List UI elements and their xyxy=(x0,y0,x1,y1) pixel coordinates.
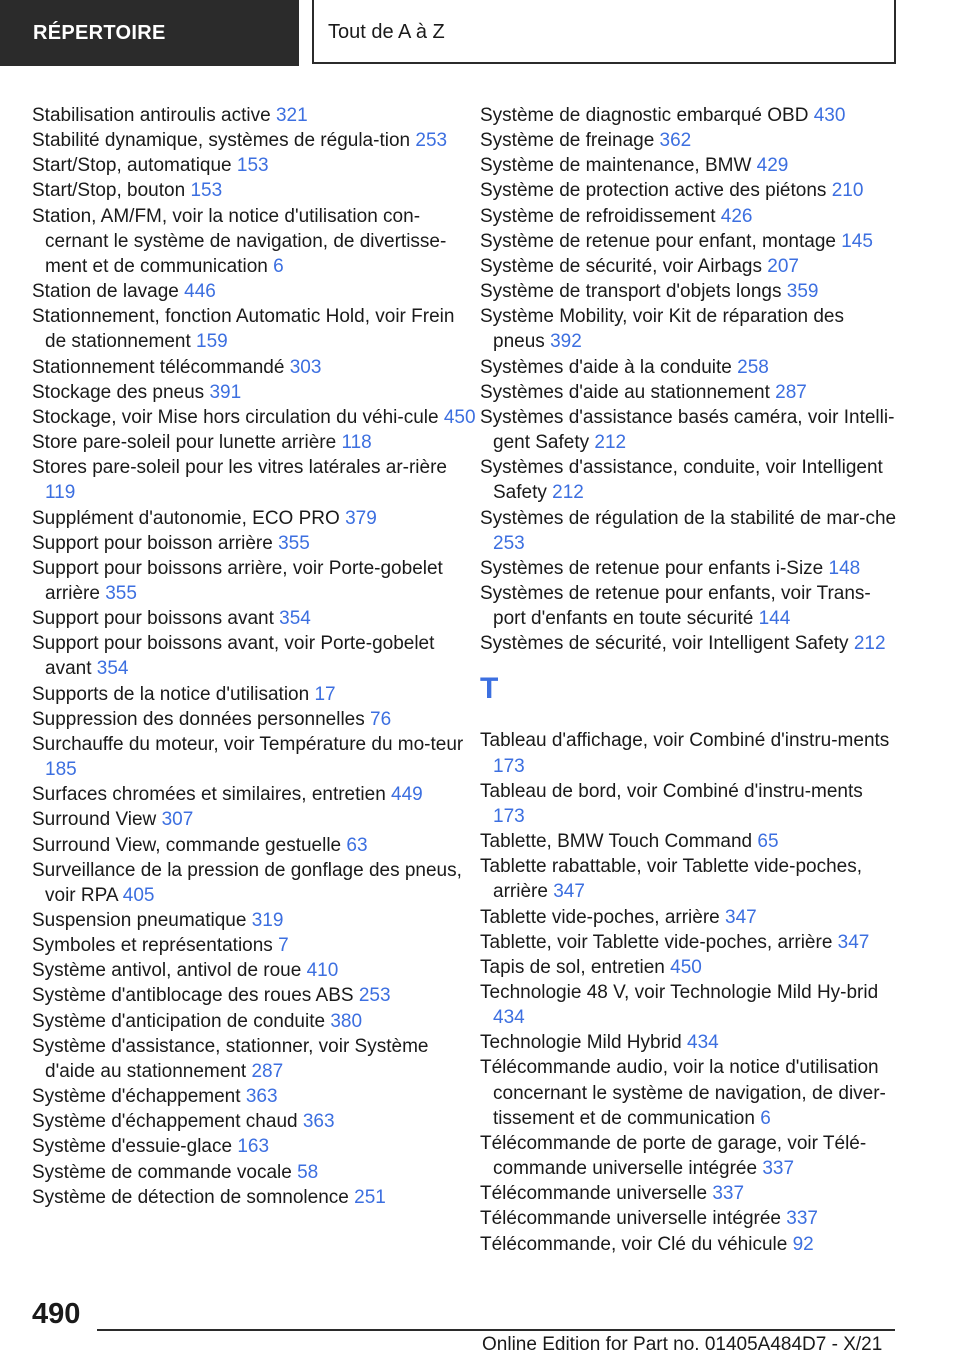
index-entry xyxy=(32,682,477,707)
index-column-right xyxy=(480,103,898,1257)
index-entry xyxy=(480,380,898,405)
index-entry xyxy=(32,204,477,279)
index-entry xyxy=(480,1055,898,1130)
index-entry xyxy=(480,854,898,904)
entry-text: Stabilité dynamique, systèmes de régula-tion xyxy=(32,130,411,152)
page-link[interactable]: 92 xyxy=(792,1233,814,1255)
page-link[interactable]: 212 xyxy=(552,482,584,504)
index-entry xyxy=(480,581,898,631)
entry-text: Surveillance de la pression de gonflage des pneus, voir RPA xyxy=(32,859,462,906)
page-number: 490 xyxy=(32,1298,81,1330)
subsection-tab[interactable]: Tout de A à Z xyxy=(312,0,896,64)
page-link[interactable]: 287 xyxy=(251,1060,284,1082)
entry-text: Store pare-soleil pour lunette arrière xyxy=(32,432,337,454)
entry-text: Tablette vide-poches, arrière xyxy=(480,906,720,928)
page-link[interactable]: 319 xyxy=(251,910,284,931)
index-entry xyxy=(32,1185,477,1210)
index-entry xyxy=(32,983,477,1008)
entry-text: Système d'anticipation de conduite xyxy=(32,1010,326,1032)
index-entry xyxy=(32,405,477,430)
entry-text: Télécommande universelle intégrée xyxy=(480,1208,781,1230)
index-entry xyxy=(32,958,477,983)
index-entry xyxy=(480,1181,898,1206)
entry-text: Systèmes de régulation de la stabilité de mar-che xyxy=(480,507,897,529)
entry-text: Télécommande universelle xyxy=(480,1183,708,1205)
page-link[interactable]: 337 xyxy=(762,1158,795,1180)
index-entry xyxy=(480,204,898,229)
page-link[interactable]: 145 xyxy=(841,230,873,252)
entry-text: Stores pare-soleil pour les vitres latérales ar-rière xyxy=(32,457,447,479)
page-link[interactable]: 307 xyxy=(161,809,194,831)
entry-text: Station de lavage xyxy=(32,281,179,303)
index-entry xyxy=(480,506,898,556)
index-entry xyxy=(480,455,898,505)
index-entry xyxy=(32,178,477,203)
entry-text: Support pour boissons arrière, voir Porte-gobelet arrière xyxy=(32,557,443,604)
page-link[interactable]: 159 xyxy=(196,331,228,353)
page-link[interactable]: 173 xyxy=(493,755,525,777)
index-entry xyxy=(480,1131,898,1181)
entry-text: Surfaces chromées et similaires, entretien xyxy=(32,784,386,806)
index-entry xyxy=(32,1084,477,1109)
entry-text: Système de retenue pour enfant, montage xyxy=(480,230,836,252)
page-link[interactable]: 347 xyxy=(553,881,585,903)
page-link[interactable]: 303 xyxy=(289,356,322,378)
index-entry xyxy=(480,1232,898,1257)
page-link[interactable]: 337 xyxy=(712,1183,745,1205)
entry-text: Support pour boisson arrière xyxy=(32,532,273,554)
page-link[interactable]: 405 xyxy=(122,884,155,906)
page-link[interactable]: 6 xyxy=(760,1107,771,1129)
entry-text: Start/Stop, bouton xyxy=(32,180,186,202)
index-entry xyxy=(480,178,898,203)
page-link[interactable]: 429 xyxy=(756,155,789,177)
page-link[interactable]: 450 xyxy=(670,956,702,978)
index-entry xyxy=(32,556,477,606)
index-entry xyxy=(32,782,477,807)
index-entry xyxy=(32,933,477,958)
entry-text: Tablette, voir Tablette vide-poches, arrière xyxy=(480,931,833,953)
entry-text: Systèmes d'assistance, conduite, voir Intelligent Safety xyxy=(480,457,883,504)
page-link[interactable]: 212 xyxy=(853,633,886,655)
entry-text: Système de sécurité, voir Airbags xyxy=(480,255,762,277)
index-entry xyxy=(32,1134,477,1159)
entry-text: Stationnement, fonction Automatic Hold, voir Frein de stationnement xyxy=(32,306,455,353)
index-entry xyxy=(480,955,898,980)
index-entry xyxy=(32,304,477,354)
page-link[interactable]: 450 xyxy=(443,406,476,428)
page-link[interactable]: 63 xyxy=(346,834,368,856)
index-entry xyxy=(32,355,477,380)
entry-text: Systèmes d'aide à la conduite xyxy=(480,356,732,378)
page-link[interactable]: 185 xyxy=(45,759,77,781)
page-link[interactable]: 144 xyxy=(758,608,791,630)
entry-text: Télécommande audio, voir la notice d'utilisation concernant le système de navigation, de diver-tissement et de communication xyxy=(480,1057,886,1129)
entry-text: Systèmes de sécurité, voir Intelligent Safety xyxy=(480,633,849,655)
index-entry xyxy=(32,455,477,505)
index-entry xyxy=(32,128,477,153)
entry-text: Système d'assistance, stationner, voir Système d'aide au stationnement xyxy=(32,1035,429,1082)
index-entry xyxy=(32,833,477,858)
page-link[interactable]: 76 xyxy=(370,708,392,730)
index-entry xyxy=(32,807,477,832)
page-link[interactable]: 359 xyxy=(786,281,819,303)
page-link[interactable]: 321 xyxy=(275,105,308,126)
page-link[interactable]: 173 xyxy=(493,805,525,827)
index-column-left xyxy=(32,103,477,1210)
page-link[interactable]: 430 xyxy=(813,105,846,126)
page-link[interactable]: 363 xyxy=(245,1086,278,1108)
entry-text: Système d'antiblocage des roues ABS xyxy=(32,985,354,1007)
entry-text: Système de commande vocale xyxy=(32,1161,292,1183)
entry-text: Système de refroidissement xyxy=(480,205,716,227)
index-entry xyxy=(480,930,898,955)
entry-text: Supports de la notice d'utilisation xyxy=(32,683,310,705)
page-header xyxy=(0,0,960,66)
index-entry xyxy=(32,1109,477,1134)
index-entry xyxy=(480,779,898,829)
entry-text: Symboles et représentations xyxy=(32,935,273,957)
entry-text: Stockage, voir Mise hors circulation du véhi-cule xyxy=(32,406,439,428)
index-entry xyxy=(480,728,898,778)
entry-text: Tapis de sol, entretien xyxy=(480,956,665,978)
footer-divider xyxy=(97,1329,895,1331)
page-link[interactable]: 449 xyxy=(391,784,423,806)
entry-text: Télécommande, voir Clé du véhicule xyxy=(480,1233,788,1255)
entry-text: Système de diagnostic embarqué OBD xyxy=(480,105,809,126)
page-link[interactable]: 363 xyxy=(302,1111,335,1133)
index-entry xyxy=(32,380,477,405)
entry-text: Stockage des pneus xyxy=(32,381,205,403)
page-link[interactable]: 253 xyxy=(493,532,525,554)
entry-text: Station, AM/FM, voir la notice d'utilisation con-cernant le système de navigation, de divertisse-ment et de communication xyxy=(32,205,447,277)
page-link[interactable]: 426 xyxy=(720,205,753,227)
page-link[interactable]: 362 xyxy=(659,130,692,152)
entry-text: Télécommande de porte de garage, voir Télé-commande universelle intégrée xyxy=(480,1132,867,1180)
index-entry xyxy=(32,631,477,681)
index-entry xyxy=(480,279,898,304)
entry-text: Tableau de bord, voir Combiné d'instru-ments xyxy=(480,780,863,802)
index-entry xyxy=(480,254,898,279)
index-entry xyxy=(480,980,898,1030)
entry-text: Système de maintenance, BMW xyxy=(480,155,752,177)
entry-text: Start/Stop, automatique xyxy=(32,155,232,177)
index-entry xyxy=(32,430,477,455)
page-link[interactable]: 17 xyxy=(314,683,336,705)
page-link[interactable]: 153 xyxy=(236,155,269,177)
page-link[interactable]: 355 xyxy=(105,582,137,604)
page-link[interactable]: 153 xyxy=(190,180,223,202)
entry-text: Surchauffe du moteur, voir Température du mo-teur xyxy=(32,733,464,755)
index-entry xyxy=(32,279,477,304)
page-link[interactable]: 253 xyxy=(415,130,448,152)
index-entry xyxy=(480,304,898,354)
page-link[interactable]: 347 xyxy=(837,931,870,953)
index-entry xyxy=(480,1206,898,1231)
index-entry xyxy=(480,556,898,581)
entry-text: Système de freinage xyxy=(480,130,655,152)
entry-text: Tableau d'affichage, voir Combiné d'instru-ments xyxy=(480,730,890,752)
entry-text: Système d'essuie-glace xyxy=(32,1136,233,1158)
index-entry xyxy=(32,707,477,732)
index-entry xyxy=(32,858,477,908)
entry-text: Suspension pneumatique xyxy=(32,910,247,931)
entry-text: Système d'échappement chaud xyxy=(32,1111,298,1133)
index-entry xyxy=(480,103,898,128)
index-entry xyxy=(480,631,898,656)
index-entry xyxy=(32,606,477,631)
entry-text: Technologie Mild Hybrid xyxy=(480,1032,682,1054)
entry-text: Tablette rabattable, voir Tablette vide-poches, arrière xyxy=(480,856,862,903)
page-link[interactable]: 119 xyxy=(45,482,76,504)
page-link[interactable]: 251 xyxy=(354,1186,386,1208)
page-link[interactable]: 207 xyxy=(767,255,799,277)
index-entry xyxy=(480,355,898,380)
entry-text: Surround View, commande gestuelle xyxy=(32,834,342,856)
entry-text: Support pour boissons avant, voir Porte-gobelet avant xyxy=(32,633,435,680)
entry-text: Tablette, BMW Touch Command xyxy=(480,831,753,853)
page-link[interactable]: 287 xyxy=(775,381,807,403)
page-link[interactable]: 380 xyxy=(330,1010,363,1032)
page-link[interactable]: 354 xyxy=(96,658,129,680)
page-link[interactable]: 258 xyxy=(737,356,769,378)
entry-text: Support pour boissons avant xyxy=(32,608,274,630)
entry-text: Surround View xyxy=(32,809,157,831)
page-link[interactable]: 355 xyxy=(278,532,310,554)
entry-text: Système de protection active des piétons xyxy=(480,180,827,202)
page-link[interactable]: 212 xyxy=(594,432,627,454)
index-entry xyxy=(32,1034,477,1084)
index-entry xyxy=(480,905,898,930)
entry-text: Suppression des données personnelles xyxy=(32,708,365,730)
entry-text: Système antivol, antivol de roue xyxy=(32,960,302,982)
index-entry xyxy=(32,1160,477,1185)
page-link[interactable]: 118 xyxy=(341,432,372,454)
page-link[interactable]: 391 xyxy=(209,381,242,403)
index-entry xyxy=(32,531,477,556)
index-entry xyxy=(32,506,477,531)
page-link[interactable]: 163 xyxy=(237,1136,270,1158)
page-link[interactable]: 446 xyxy=(184,281,216,303)
index-group-s xyxy=(480,103,898,656)
entry-text: Technologie 48 V, voir Technologie Mild Hy-brid xyxy=(480,982,879,1003)
index-group-t xyxy=(480,728,898,1256)
index-entry xyxy=(480,405,898,455)
entry-text: Système de détection de somnolence xyxy=(32,1186,349,1208)
page-link[interactable]: 65 xyxy=(757,831,779,853)
page-link[interactable]: 347 xyxy=(725,906,757,928)
index-entry xyxy=(480,1030,898,1055)
entry-text: Système de transport d'objets longs xyxy=(480,281,782,303)
index-entry xyxy=(32,908,477,933)
index-entry xyxy=(480,153,898,178)
edition-text: Online Edition for Part no. 01405A484D7 - X/21 xyxy=(482,1334,883,1355)
page-link[interactable]: 253 xyxy=(358,985,391,1007)
page-link[interactable]: 434 xyxy=(493,1007,525,1029)
index-entry xyxy=(480,128,898,153)
index-entry xyxy=(32,103,477,128)
index-entry xyxy=(32,153,477,178)
index-entry xyxy=(480,829,898,854)
entry-text: Système d'échappement xyxy=(32,1086,241,1108)
page-link[interactable]: 148 xyxy=(828,557,861,579)
page-link[interactable]: 392 xyxy=(550,331,582,353)
entry-text: Stabilisation antiroulis active xyxy=(32,105,271,126)
entry-text: Stationnement télécommandé xyxy=(32,356,285,378)
index-entry xyxy=(32,732,477,782)
page-link[interactable]: 210 xyxy=(831,180,864,202)
entry-text: Systèmes de retenue pour enfants i-Size xyxy=(480,557,824,579)
page-link[interactable]: 354 xyxy=(279,608,311,630)
page-link[interactable]: 434 xyxy=(687,1032,719,1054)
page-link[interactable]: 379 xyxy=(345,507,377,529)
entry-text: Systèmes d'assistance basés caméra, voir Intelli-gent Safety xyxy=(480,406,895,454)
page-link[interactable]: 58 xyxy=(297,1161,319,1183)
index-entry xyxy=(32,1009,477,1034)
section-letter: T xyxy=(480,672,499,706)
entry-text: Systèmes de retenue pour enfants, voir Trans-port d'enfants en toute sécurité xyxy=(480,582,871,630)
entry-text: Système Mobility, voir Kit de réparation des pneus xyxy=(480,306,844,353)
section-tab[interactable]: RÉPERTOIRE xyxy=(0,0,299,66)
page-link[interactable]: 6 xyxy=(273,255,284,277)
index-entry xyxy=(480,229,898,254)
page-link[interactable]: 410 xyxy=(306,960,339,982)
page-link[interactable]: 337 xyxy=(786,1208,818,1230)
page-link[interactable]: 7 xyxy=(278,935,289,957)
entry-text: Systèmes d'aide au stationnement xyxy=(480,381,770,403)
entry-text: Supplément d'autonomie, ECO PRO xyxy=(32,507,340,529)
